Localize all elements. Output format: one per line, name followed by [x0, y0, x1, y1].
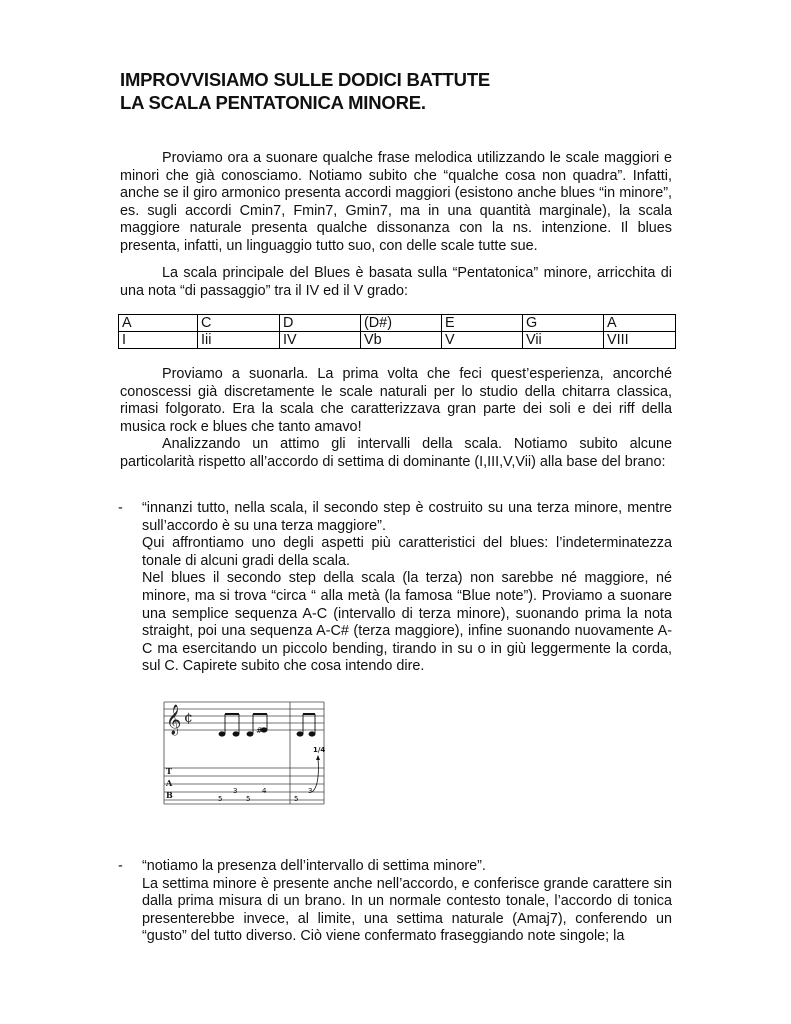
note-head	[247, 732, 253, 736]
treble-clef-icon: 𝄞	[166, 705, 182, 735]
degree-cell: Vb	[361, 332, 442, 349]
note-cell: (D#)	[361, 315, 442, 332]
bullet-body	[142, 500, 672, 676]
bullet-quote: “notiamo la presenza dell’intervallo di settima minore”.	[142, 858, 486, 874]
bullet-text: Qui affrontiamo uno degli aspetti più caratteristici del blues: l’indeterminatezza tonale di alcuni gradi della scala.	[142, 535, 672, 569]
cut-time-symbol: ¢	[184, 710, 193, 726]
degree-cell: IV	[280, 332, 361, 349]
fret-number: 4	[262, 787, 267, 795]
bullet-dash: -	[118, 858, 123, 874]
fret-number: 5	[246, 795, 251, 803]
scale-notes-row	[119, 315, 676, 332]
note-cell: C	[198, 315, 280, 332]
degree-cell: V	[442, 332, 523, 349]
bullet-quote: “innanzi tutto, nella scala, il secondo step è costruito su una terza minore, mentre sull’accordo è su una terza maggiore”.	[142, 500, 672, 534]
fret-number: 5	[218, 795, 223, 803]
degree-cell: VIII	[604, 332, 676, 349]
note-head	[297, 732, 303, 736]
tab-letter: T	[166, 766, 172, 776]
title-line-1: IMPROVVISIAMO SULLE DODICI BATTUTE	[120, 69, 491, 90]
title-line-2: LA SCALA PENTATONICA MINORE.	[120, 92, 426, 113]
tab-letter: B	[166, 790, 173, 800]
tablature-example	[160, 700, 328, 808]
bend-amount-label: 1/4	[313, 746, 326, 754]
fret-number: 3	[233, 787, 238, 795]
paragraph-first-try: Proviamo a suonarla. La prima volta che feci quest’esperienza, ancorché conoscessi già discretamente le scale naturali per lo studio della chitarra classica, rimasi folgorato. Era la scala che caratterizzava gran parte dei soli e dei riff della musica rock e blues che tanto amavo!	[120, 366, 672, 435]
degree-cell: I	[119, 332, 198, 349]
svg-text:#: #	[256, 726, 263, 735]
note-head	[219, 732, 225, 736]
bullet-text: Nel blues il secondo step della scala (la terza) non sarebbe né maggiore, né minore, ma si trova “circa “ alla metà (la famosa “Blue note”). Proviamo a suonare una semplice sequenza A-C (intervallo di terza minore), suonando prima la nota straight, poi una sequenza A-C# (terza maggiore), infine suonando nuovamente A-C ma esercitando un piccolo bending, tirando in su o in giù leggermente la corda, sul C. Capirete subito che cosa intendo dire.	[142, 570, 672, 675]
note-cell: A	[604, 315, 676, 332]
paragraph-scale-intro: La scala principale del Blues è basata sulla “Pentatonica” minore, arricchita di una nota “di passaggio” tra il IV ed il V grado:	[120, 265, 672, 299]
fret-number: 5	[294, 795, 299, 803]
note-head	[309, 732, 315, 736]
bend-arrow-icon	[312, 758, 318, 792]
degree-cell: Iii	[198, 332, 280, 349]
bullet-body	[142, 858, 672, 946]
note-head	[233, 732, 239, 736]
degree-cell: Vii	[523, 332, 604, 349]
scale-degrees-row	[119, 332, 676, 349]
paragraph-intro: Proviamo ora a suonare qualche frase melodica utilizzando le scale maggiori e minori che già conosciamo. Notiamo subito che “qualche cosa non quadra”. Infatti, anche se il giro armonico presenta accordi maggiori (esistono anche blues “in minore”, es. sugli accordi Cmin7, Fmin7, Gmin7, ma in una quantità marginale), la scala maggiore naturale presenta qualche dissonanza con la ns. intenzione. Il blues presenta, infatti, un linguaggio tutto suo, con delle scale tutte sue.	[120, 150, 672, 254]
scale-table	[118, 314, 676, 349]
tab-letter: A	[166, 778, 173, 788]
paragraph-analysis: Analizzando un attimo gli intervalli della scala. Notiamo subito alcune particolarità rispetto all’accordo di settima di dominante (I,III,V,Vii) alla base del brano:	[120, 436, 672, 470]
note-cell: A	[119, 315, 198, 332]
note-cell: G	[523, 315, 604, 332]
bullet-dash: -	[118, 500, 123, 516]
note-cell: D	[280, 315, 361, 332]
bullet-text: La settima minore è presente anche nell’accordo, e conferisce grande carattere sin dalla prima misura di un brano. In un normale contesto tonale, l’accordo di tonica presenterebbe invece, al limite, una settima naturale (Amaj7), conferendo un “gusto” del tutto diverso. Ciò viene confermato fraseggiando note singole; la	[142, 875, 672, 945]
page-title	[120, 68, 680, 114]
note-cell: E	[442, 315, 523, 332]
fret-number: 3	[308, 787, 313, 795]
